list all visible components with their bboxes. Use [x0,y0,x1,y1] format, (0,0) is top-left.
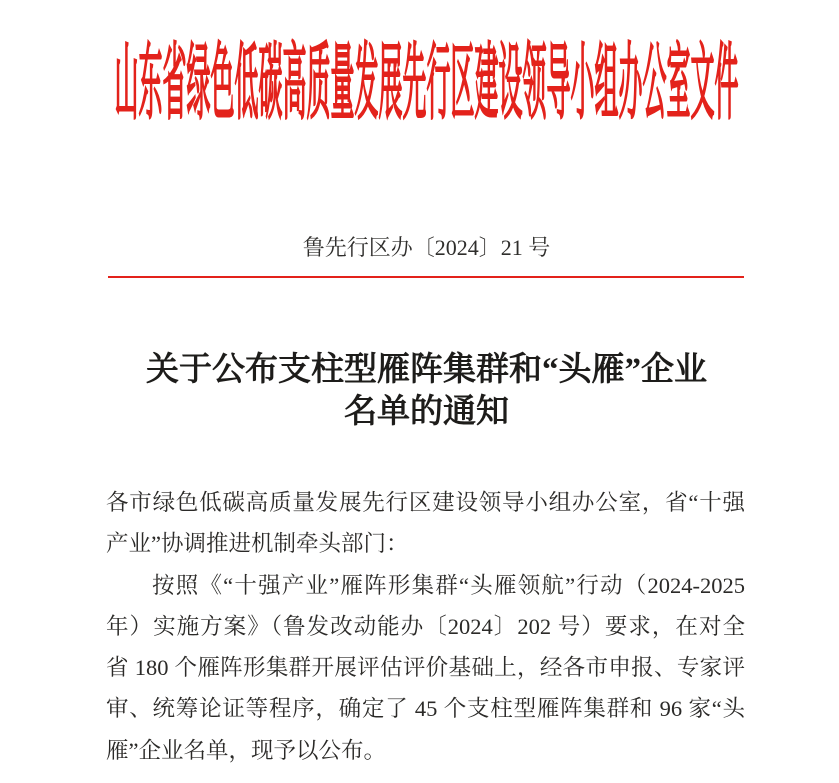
body-line: 按照《“十强产业”雁阵形集群“头雁领航”行动（2024-2025 [152,572,745,598]
body-line: 雁”企业名单，现予以公布。 [106,737,386,763]
body-line: 年）实施方案》（鲁发改动能办〔2024〕202 号）要求，在对全 [106,613,745,639]
red-divider-rule [108,276,744,278]
doc-number: 鲁先行区办〔2024〕21 号 [302,235,551,260]
body-line: 各市绿色低碳高质量发展先行区建设领导小组办公室，省“十强 [106,490,745,515]
document-title [14,349,839,433]
body-text [106,482,745,771]
letterhead-title: 山东省绿色低碳高质量发展先行区建设领导小组办公室文件 [114,41,739,133]
body-line: 省 180 个雁阵形集群开展评估评价基础上，经各市申报、专家评 [106,655,745,681]
title-line-1: 关于公布支柱型雁阵集群和“头雁”企业 [146,352,707,388]
body-line: 产业”协调推进机制牵头部门： [106,531,409,557]
title-line-2: 名单的通知 [344,394,509,430]
body-line: 审、统筹论证等程序，确定了 45 个支柱型雁阵集群和 96 家“头 [106,696,745,722]
